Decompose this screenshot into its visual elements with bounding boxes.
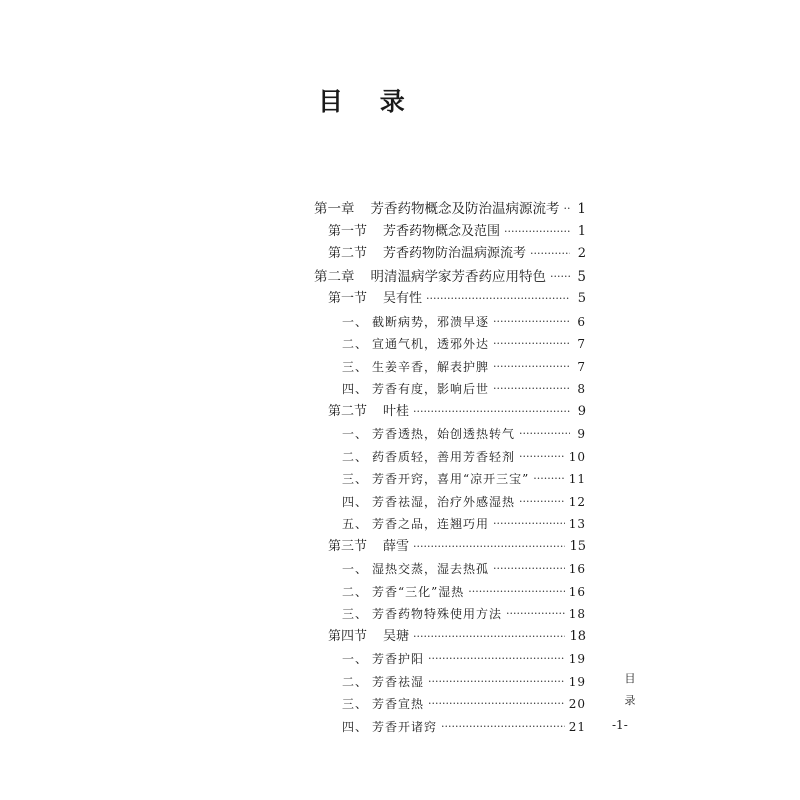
toc-entry-number: 四、 xyxy=(342,494,369,509)
toc-entry-section xyxy=(328,536,586,558)
toc-page-number: 5 xyxy=(577,291,586,306)
toc-entry-label xyxy=(328,288,422,310)
page-title: 目 录 xyxy=(318,87,419,116)
toc-entry-number: 第一节 xyxy=(328,291,368,306)
toc-entry-text: 芳香透热，始创透热转气 xyxy=(372,427,516,441)
toc-entry-label xyxy=(342,378,489,400)
toc-entry-number: 二、 xyxy=(342,449,369,464)
toc-entry-text: 芳香开诸窍 xyxy=(372,719,438,734)
toc-page-number: 8 xyxy=(577,382,586,396)
toc-dot-leader xyxy=(533,468,564,490)
toc-entry-label xyxy=(342,491,515,513)
toc-entry-item xyxy=(342,333,586,355)
toc-entry-number: 第二节 xyxy=(328,403,368,419)
toc-page-number: 7 xyxy=(577,337,586,351)
toc-entry-text: 生姜辛香，解表护脾 xyxy=(372,359,490,374)
toc-dot-leader xyxy=(519,491,565,513)
toc-page-number: 18 xyxy=(568,607,586,621)
toc-entry-label xyxy=(328,626,409,648)
toc-entry-number: 四、 xyxy=(342,719,369,734)
toc-page-number: 20 xyxy=(568,697,586,711)
toc-entry-item xyxy=(342,356,586,378)
toc-dot-leader xyxy=(428,693,565,715)
toc-page-number: 21 xyxy=(568,719,586,734)
toc-page-number: 10 xyxy=(568,449,586,464)
toc-dot-leader xyxy=(413,401,570,423)
toc-entry-item xyxy=(342,311,586,333)
toc-entry-label xyxy=(342,671,424,693)
toc-entry-item xyxy=(342,378,586,400)
toc-entry-text: 明清温病学家芳香药应用特色 xyxy=(370,268,546,285)
toc-entry-text: 湿热交蒸，湿去热孤 xyxy=(372,562,490,576)
toc-entry-number: 三、 xyxy=(342,359,369,374)
toc-page-number: 12 xyxy=(568,494,586,509)
toc-entry-item xyxy=(342,648,586,670)
toc-entry-label xyxy=(342,581,464,603)
toc-dot-leader xyxy=(564,198,571,220)
toc-entry-text: 芳香药物特殊使用方法 xyxy=(372,607,503,621)
toc-entry-number: 一、 xyxy=(342,314,369,329)
toc-entry-label xyxy=(328,243,526,265)
toc-entry-label xyxy=(328,221,500,243)
toc-entry-text: 薛雪 xyxy=(383,538,410,554)
toc-entry-text: 芳香祛湿 xyxy=(372,674,425,689)
toc-entry-section xyxy=(328,626,586,648)
toc-entry-text: 吴瑭 xyxy=(383,628,410,644)
toc-entry-label xyxy=(328,401,409,423)
toc-dot-leader xyxy=(468,581,564,603)
toc-page-number: 5 xyxy=(577,268,586,285)
toc-entry-section xyxy=(328,288,586,310)
toc-dot-leader xyxy=(493,378,570,400)
toc-entry-number: 三、 xyxy=(342,472,369,486)
toc-entry-number: 二、 xyxy=(342,584,369,599)
toc-entry-label xyxy=(342,603,502,625)
toc-entry-text: 截断病势，邪溃早逐 xyxy=(372,314,490,329)
toc-entry-number: 第二节 xyxy=(328,246,368,261)
toc-dot-leader xyxy=(493,558,565,580)
toc-dot-leader xyxy=(493,311,570,333)
toc-entry-number: 二、 xyxy=(342,674,369,689)
toc-entry-label xyxy=(314,266,546,288)
toc-entry-label xyxy=(342,333,489,355)
toc-entry-item xyxy=(342,558,586,580)
toc-dot-leader xyxy=(493,333,570,355)
toc-dot-leader xyxy=(519,423,570,445)
toc-page-number: 7 xyxy=(577,359,586,374)
side-label-char: 录 xyxy=(624,694,636,707)
toc-page-number: 15 xyxy=(569,538,586,554)
toc-dot-leader xyxy=(428,648,565,670)
toc-entry-number: 第三节 xyxy=(328,538,368,554)
toc-entry-item xyxy=(342,446,586,468)
toc-entry-text: 芳香有度，影响后世 xyxy=(372,382,490,396)
toc-page-number: 18 xyxy=(569,628,586,644)
toc-entry-text: 芳香“三化”湿热 xyxy=(372,584,465,599)
toc-entry-section xyxy=(328,221,586,243)
toc-dot-leader xyxy=(413,626,565,648)
toc-entry-number: 第一节 xyxy=(328,223,368,239)
toc-entry-number: 第二章 xyxy=(314,268,355,285)
toc-entry-item xyxy=(342,716,586,738)
toc-dot-leader xyxy=(530,243,570,265)
toc-entry-text: 芳香药物概念及范围 xyxy=(383,223,501,239)
toc-entry-section xyxy=(328,401,586,423)
page-number: -1- xyxy=(612,718,628,732)
toc-entry-text: 芳香开窍，喜用“凉开三宝” xyxy=(372,472,530,486)
toc-dot-leader xyxy=(426,288,570,310)
toc-page-number: 13 xyxy=(568,517,586,531)
toc-entry-text: 芳香药物防治温病源流考 xyxy=(383,246,527,261)
toc-entry-item xyxy=(342,581,586,603)
toc-entry-text: 芳香祛湿，治疗外感湿热 xyxy=(372,494,516,509)
toc-entry-text: 芳香护阳 xyxy=(372,652,425,666)
toc-entry-label xyxy=(328,536,409,558)
toc-entry-text: 吴有性 xyxy=(383,291,423,306)
toc-dot-leader xyxy=(413,536,565,558)
toc-dot-leader xyxy=(519,446,565,468)
toc-entry-item xyxy=(342,671,586,693)
toc-entry-number: 三、 xyxy=(342,607,369,621)
toc-dot-leader xyxy=(493,513,565,535)
toc-entry-item xyxy=(342,468,586,490)
toc-entry-text: 叶桂 xyxy=(383,403,410,419)
toc-page-number: 9 xyxy=(577,427,586,441)
toc-page-number: 19 xyxy=(568,674,586,689)
toc-page-number: 2 xyxy=(577,246,586,261)
toc-page-number: 6 xyxy=(577,314,586,329)
toc-entry-number: 一、 xyxy=(342,562,369,576)
toc-entry-label xyxy=(342,423,515,445)
toc-entry-label xyxy=(342,716,437,738)
toc-entry-item xyxy=(342,491,586,513)
side-label-char: 目 xyxy=(624,672,636,685)
toc-entry-text: 芳香之品，连翘巧用 xyxy=(372,517,490,531)
toc-entry-number: 五、 xyxy=(342,517,369,531)
toc-entry-number: 二、 xyxy=(342,337,369,351)
toc-entry-label xyxy=(342,513,489,535)
toc-entry-text: 芳香药物概念及防治温病源流考 xyxy=(370,201,560,217)
toc-entry-number: 四、 xyxy=(342,382,369,396)
toc-page-number: 1 xyxy=(577,201,586,217)
toc-page-number: 19 xyxy=(568,652,586,666)
toc-entry-label xyxy=(314,198,560,220)
toc-entry-item xyxy=(342,603,586,625)
toc-entry-label xyxy=(342,468,529,490)
toc-entry-label xyxy=(342,356,489,378)
toc-page-number: 1 xyxy=(577,223,586,239)
toc-page-number: 16 xyxy=(568,584,586,599)
toc-entry-text: 宣通气机，透邪外达 xyxy=(372,337,490,351)
toc-entry-section xyxy=(328,243,586,265)
toc-dot-leader xyxy=(493,356,570,378)
toc-entry-item xyxy=(342,693,586,715)
toc-dot-leader xyxy=(441,716,565,738)
toc-dot-leader xyxy=(550,266,570,288)
toc-entry-label xyxy=(342,558,489,580)
toc-entry-text: 药香质轻，善用芳香轻剂 xyxy=(372,449,516,464)
toc-entry-text: 芳香宣热 xyxy=(372,697,425,711)
toc-entry-number: 第一章 xyxy=(314,201,355,217)
toc-page-number: 16 xyxy=(568,562,586,576)
toc-dot-leader xyxy=(428,671,565,693)
toc-entry-chapter xyxy=(314,266,586,288)
toc-dot-leader xyxy=(506,603,565,625)
toc-entry-label xyxy=(342,311,489,333)
toc-entry-label xyxy=(342,446,515,468)
toc-entry-item xyxy=(342,423,586,445)
toc-page-number: 11 xyxy=(568,472,586,486)
toc-dot-leader xyxy=(504,221,570,243)
toc-entry-label xyxy=(342,648,424,670)
toc-entry-number: 第四节 xyxy=(328,628,368,644)
toc-page-number: 9 xyxy=(577,403,586,419)
toc-entry-number: 一、 xyxy=(342,427,369,441)
toc-entry-label xyxy=(342,693,424,715)
toc-entry-chapter xyxy=(314,198,586,220)
toc-entry-number: 三、 xyxy=(342,697,369,711)
side-running-label xyxy=(620,668,640,712)
toc-entry-item xyxy=(342,513,586,535)
toc-entry-number: 一、 xyxy=(342,652,369,666)
